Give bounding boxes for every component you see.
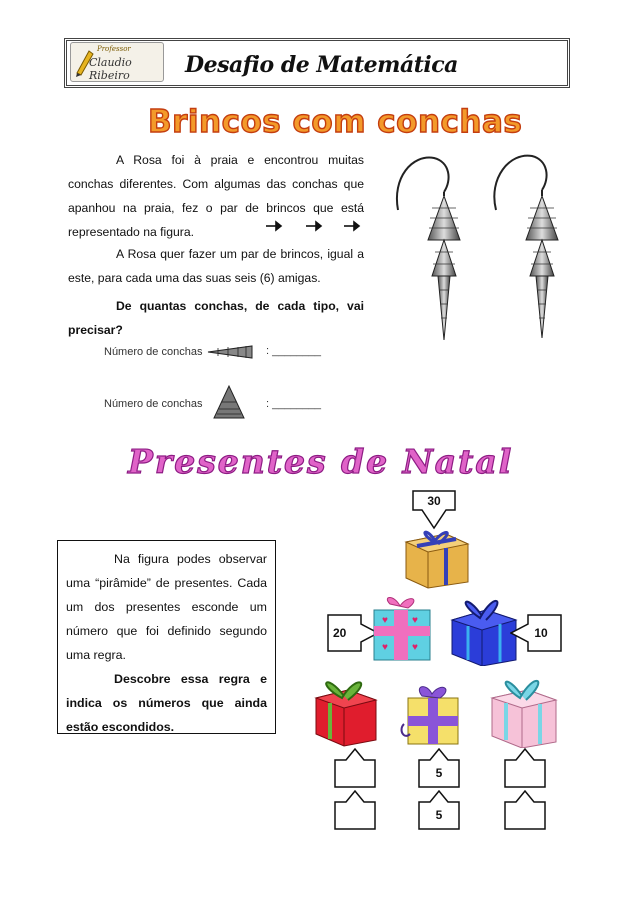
answer-box-right-2[interactable]: [504, 790, 546, 830]
cone-shell-icon: [212, 384, 246, 420]
answer-box-left-1[interactable]: [334, 748, 376, 788]
row2-blank[interactable]: : ________: [266, 398, 322, 410]
svg-text:♥: ♥: [382, 642, 388, 653]
logo-small-text: Professor: [97, 45, 131, 53]
answer-box-left-2[interactable]: [334, 790, 376, 830]
row2-label: Número de conchas: [104, 398, 203, 410]
pink-gift: [488, 670, 560, 748]
gifts-paragraph: Na figura podes observar uma “pirâmide” de presentes. Cada um dos presentes esconde um número que foi definido segundo uma regra.: [66, 552, 267, 662]
gifts-question: Descobre essa regra e indica os números que ainda estão escondidos.: [66, 672, 267, 734]
earrings-question: De quantas conchas, de cada tipo, vai precisar?: [68, 299, 364, 337]
arrow-right-icons: [262, 219, 372, 233]
row1-label: Número de conchas: [104, 346, 203, 358]
earrings-illustration: [392, 148, 578, 344]
section-title-earrings: Brincos com conchas: [148, 104, 523, 140]
svg-text:♥: ♥: [382, 615, 388, 626]
logo-name: Claudio Ribeiro: [89, 56, 132, 82]
page-title: Desafio de Matemática: [185, 52, 458, 78]
hearts-gift: [368, 596, 434, 664]
section-title-gifts: Presentes de Natal: [128, 442, 514, 481]
right-number: 10: [534, 626, 548, 640]
middle-number-2: 5: [435, 808, 443, 822]
spiral-shell-icon: [206, 344, 254, 360]
answer-box-right-1[interactable]: [504, 748, 546, 788]
gold-gift: [398, 522, 472, 590]
earrings-paragraph-2: A Rosa quer fazer um par de brincos, igual a este, para cada uma das suas seis (6) amigas.: [68, 247, 364, 285]
svg-text:♥: ♥: [412, 642, 418, 653]
gifts-text-box: [57, 540, 276, 734]
row1-blank[interactable]: : ________: [266, 345, 322, 357]
earrings-paragraph-1: A Rosa foi à praia e encontrou muitas conchas diferentes. Com algumas das conchas que apanhou na praia, fez o par de brincos que está representado na figura.: [68, 153, 364, 239]
middle-number-1: 5: [435, 766, 443, 780]
arrows-row: [262, 219, 372, 233]
purple-gift: [398, 684, 464, 748]
teacher-logo: [70, 42, 164, 82]
top-number: 30: [427, 494, 441, 508]
svg-text:♥: ♥: [412, 615, 418, 626]
left-number: 20: [333, 626, 347, 640]
red-gift: [310, 672, 382, 748]
earrings-text-2: [68, 242, 364, 342]
